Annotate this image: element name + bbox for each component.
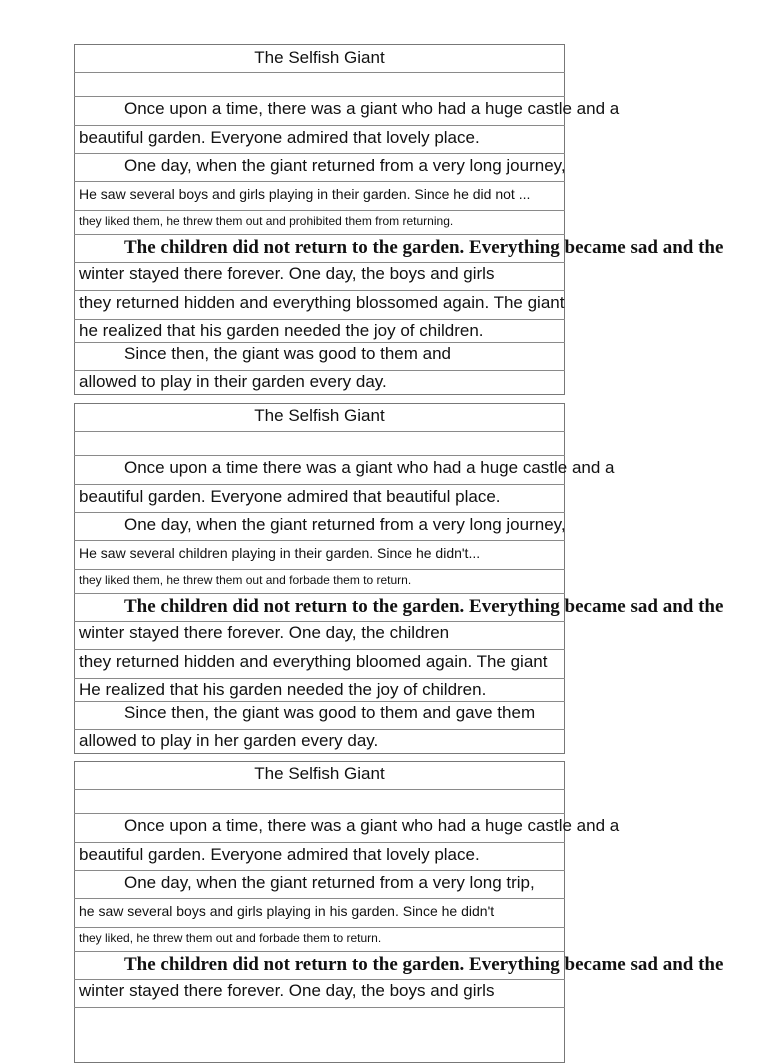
story-line: winter stayed there forever. One day, the boys and girls (79, 264, 495, 283)
story-line: He saw several boys and girls playing in their garden. Since he did not ... (79, 186, 531, 202)
story-line: Since then, the giant was good to them and gave them (124, 703, 536, 722)
story-line-bold: The children did not return to the garden. Everything became sad and the (124, 954, 724, 975)
story-line: they returned hidden and everything bloomed again. The giant (79, 652, 548, 671)
story-version-1 (74, 44, 724, 395)
story-line: He realized that his garden needed the joy of children. (79, 680, 487, 699)
story-version-3 (74, 761, 724, 1024)
story-line: allowed to play in their garden every day. (79, 372, 387, 391)
blank-row (74, 432, 565, 456)
story-line: Once upon a time there was a giant who had a huge castle and a (124, 458, 615, 477)
story-line: Once upon a time, there was a giant who had a huge castle and a (124, 816, 620, 835)
story-line: winter stayed there forever. One day, the boys and girls (79, 981, 495, 1000)
story-line: One day, when the giant returned from a very long journey, (124, 156, 566, 175)
story-line: they liked them, he threw them out and forbade them to return. (79, 573, 412, 587)
story-line: Since then, the giant was good to them and (124, 344, 452, 363)
story-line: they liked them, he threw them out and prohibited them from returning. (79, 214, 454, 228)
story-line: they liked, he threw them out and forbade them to return. (79, 931, 382, 945)
story-line: they returned hidden and everything blossomed again. The giant (79, 293, 565, 312)
story-line-bold: The children did not return to the garden. Everything became sad and the (124, 596, 724, 617)
story-title: The Selfish Giant (254, 764, 385, 783)
story-version-2 (74, 403, 724, 754)
story-line: he saw several boys and girls playing in his garden. Since he didn't (79, 903, 495, 919)
story-line-bold: The children did not return to the garden. Everything became sad and the (124, 237, 724, 258)
story-line: allowed to play in her garden every day. (79, 731, 379, 750)
story-title: The Selfish Giant (254, 406, 385, 425)
story-title: The Selfish Giant (254, 48, 385, 67)
story-line: he realized that his garden needed the joy of children. (79, 321, 484, 340)
story-line: beautiful garden. Everyone admired that lovely place. (79, 128, 480, 147)
story-line: One day, when the giant returned from a very long journey, (124, 515, 566, 534)
story-line: Once upon a time, there was a giant who had a huge castle and a (124, 99, 620, 118)
story-line: winter stayed there forever. One day, the children (79, 623, 450, 642)
story-line: beautiful garden. Everyone admired that beautiful place. (79, 487, 501, 506)
blank-row (74, 73, 565, 97)
story-line: He saw several children playing in their garden. Since he didn't... (79, 545, 481, 561)
blank-row (74, 790, 565, 814)
story-line: beautiful garden. Everyone admired that lovely place. (79, 845, 480, 864)
story-line: One day, when the giant returned from a very long trip, (124, 873, 535, 892)
